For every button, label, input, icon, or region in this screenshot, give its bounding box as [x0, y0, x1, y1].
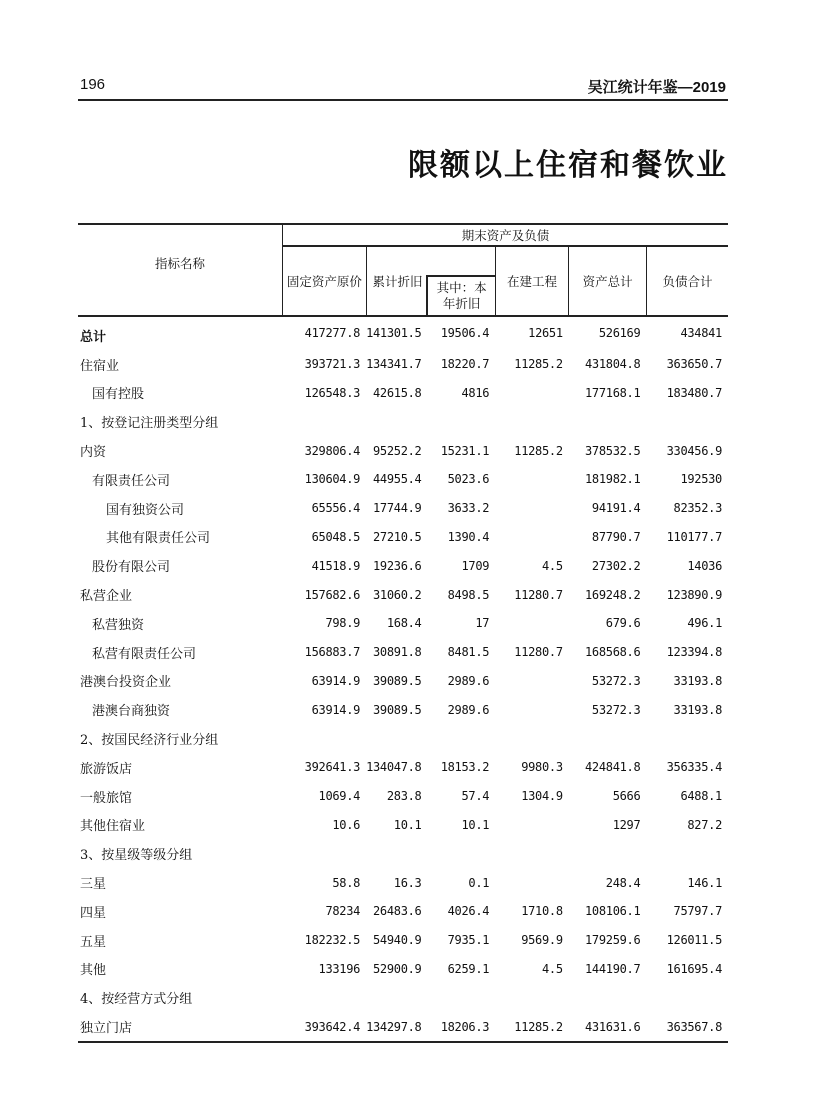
cell-fixed-assets: 393642.4 [283, 1012, 367, 1042]
col-header-accumulated-depreciation: 累计折旧 [366, 246, 427, 316]
table-row [78, 753, 728, 782]
table-row [78, 955, 728, 984]
cell-total-liabilities: 183480.7 [666, 385, 722, 400]
cell-construction-in-progress [495, 465, 569, 494]
cell-construction-in-progress [495, 839, 569, 868]
table-row [78, 316, 728, 350]
cell-fixed-assets: 41518.9 [311, 558, 361, 573]
row-label: 其他住宿业 [80, 819, 146, 835]
cell-fixed-assets: 65556.4 [311, 501, 361, 516]
cell-current-year-depreciation: 0.1 [468, 875, 490, 890]
table-row [78, 1012, 728, 1042]
cell-fixed-assets: 798.9 [325, 616, 361, 631]
col-header-spacer [427, 246, 495, 276]
cell-total-assets: 679.6 [605, 616, 641, 631]
cell-construction-in-progress [495, 609, 569, 638]
cell-current-year-depreciation: 17 [475, 616, 490, 631]
cell-accumulated-depreciation [366, 724, 427, 753]
cell-total-liabilities: 146.1 [687, 875, 722, 890]
row-header: 指标名称 [78, 224, 283, 316]
cell-fixed-assets: 157682.6 [304, 587, 361, 602]
cell-total-assets [569, 839, 647, 868]
cell-accumulated-depreciation: 31060.2 [373, 587, 422, 602]
table-row [78, 551, 728, 580]
table-row [78, 667, 728, 696]
cell-total-liabilities: 75797.7 [673, 904, 722, 919]
cell-construction-in-progress [495, 379, 569, 408]
cell-current-year-depreciation: 1709 [461, 558, 490, 573]
cell-total-liabilities [646, 983, 728, 1012]
cell-current-year-depreciation: 3633.2 [447, 501, 490, 516]
cell-fixed-assets [283, 983, 367, 1012]
row-label: 国有独资公司 [106, 502, 185, 518]
cell-current-year-depreciation: 6259.1 [447, 961, 490, 976]
cell-current-year-depreciation [427, 839, 495, 868]
page-number: 196 [80, 76, 106, 93]
cell-fixed-assets: 10.6 [332, 817, 361, 832]
cell-accumulated-depreciation: 52900.9 [373, 961, 422, 976]
row-label: 私营独资 [92, 617, 145, 633]
section-row [78, 983, 728, 1012]
row-label: 住宿业 [80, 358, 120, 374]
cell-current-year-depreciation [427, 983, 495, 1012]
cell-total-assets: 431804.8 [585, 357, 641, 372]
cell-construction-in-progress [495, 983, 569, 1012]
cell-total-assets: 108106.1 [585, 904, 641, 919]
cell-total-liabilities [646, 724, 728, 753]
cell-total-liabilities: 363650.7 [666, 357, 722, 372]
cell-construction-in-progress: 4.5 [541, 558, 563, 573]
cell-current-year-depreciation: 57.4 [461, 789, 490, 804]
cell-current-year-depreciation [427, 407, 495, 436]
section-row [78, 724, 728, 753]
table-row [78, 494, 728, 523]
row-label: 旅游饭店 [80, 761, 133, 777]
group-header: 期末资产及负债 [283, 224, 728, 246]
cell-construction-in-progress [495, 724, 569, 753]
cell-fixed-assets: 182232.5 [304, 933, 361, 948]
cell-total-assets: 248.4 [605, 875, 641, 890]
table-row [78, 379, 728, 408]
table-row [78, 350, 728, 379]
cell-total-assets: 424841.8 [585, 760, 641, 775]
row-label: 内资 [80, 445, 107, 461]
cell-fixed-assets: 78234 [325, 904, 361, 919]
cell-total-liabilities: 110177.7 [666, 529, 722, 544]
cell-total-liabilities: 33193.8 [673, 673, 722, 688]
cell-current-year-depreciation: 8481.5 [447, 645, 490, 660]
cell-construction-in-progress [495, 494, 569, 523]
cell-accumulated-depreciation: 26483.6 [373, 904, 422, 919]
table-row [78, 868, 728, 897]
cell-current-year-depreciation: 2989.6 [447, 702, 490, 717]
cell-accumulated-depreciation [366, 407, 427, 436]
cell-accumulated-depreciation: 141301.5 [366, 326, 422, 341]
cell-fixed-assets [283, 724, 367, 753]
table-row [78, 609, 728, 638]
table-row [78, 436, 728, 465]
cell-total-assets: 177168.1 [585, 385, 641, 400]
cell-total-assets: 27302.2 [591, 558, 641, 573]
section-label: 2、按国民经济行业分组 [80, 733, 219, 749]
cell-current-year-depreciation: 2989.6 [447, 673, 490, 688]
cell-current-year-depreciation: 8498.5 [447, 587, 490, 602]
cell-current-year-depreciation: 4816 [461, 385, 490, 400]
row-label: 总计 [80, 329, 107, 345]
cell-total-assets: 53272.3 [591, 673, 641, 688]
row-label: 有限责任公司 [92, 473, 171, 489]
cell-fixed-assets: 392641.3 [304, 760, 361, 775]
cell-current-year-depreciation: 1390.4 [447, 529, 490, 544]
table-row [78, 782, 728, 811]
cell-current-year-depreciation [427, 724, 495, 753]
cell-total-assets: 378532.5 [585, 443, 641, 458]
cell-fixed-assets: 65048.5 [311, 529, 361, 544]
cell-fixed-assets: 417277.8 [304, 326, 361, 341]
cell-total-assets [569, 983, 647, 1012]
cell-total-liabilities: 356335.4 [666, 760, 722, 775]
cell-accumulated-depreciation [366, 983, 427, 1012]
cell-total-liabilities [646, 407, 728, 436]
cell-construction-in-progress [495, 695, 569, 724]
cell-accumulated-depreciation: 42615.8 [373, 385, 422, 400]
cell-accumulated-depreciation: 168.4 [386, 616, 422, 631]
cell-total-assets: 431631.6 [569, 1012, 647, 1042]
cell-total-liabilities: 330456.9 [666, 443, 722, 458]
table-row [78, 811, 728, 840]
cell-total-liabilities: 123394.8 [666, 645, 722, 660]
table-row [78, 695, 728, 724]
table-row [78, 638, 728, 667]
cell-total-assets: 526169 [598, 326, 641, 341]
cell-current-year-depreciation: 15231.1 [440, 443, 490, 458]
cell-accumulated-depreciation: 283.8 [386, 789, 422, 804]
cell-total-liabilities: 14036 [687, 558, 722, 573]
col-header-total-assets: 资产总计 [569, 246, 647, 316]
cell-fixed-assets: 63914.9 [311, 702, 361, 717]
cell-total-assets: 1297 [612, 817, 641, 832]
cell-total-assets: 169248.2 [585, 587, 641, 602]
cell-construction-in-progress: 11285.2 [514, 443, 563, 458]
cell-accumulated-depreciation: 134297.8 [366, 1012, 427, 1042]
cell-fixed-assets: 156883.7 [304, 645, 361, 660]
col-header-current-year-depreciation [427, 276, 495, 316]
cell-accumulated-depreciation: 39089.5 [373, 702, 422, 717]
cell-total-liabilities: 6488.1 [680, 789, 722, 804]
section-row [78, 407, 728, 436]
cell-construction-in-progress: 1304.9 [521, 789, 563, 804]
cell-construction-in-progress: 9569.9 [521, 933, 563, 948]
cell-current-year-depreciation: 5023.6 [447, 472, 490, 487]
col-header-current-year-depreciation-line2: 年折旧 [442, 296, 481, 311]
section-row [78, 839, 728, 868]
cell-construction-in-progress: 9980.3 [521, 760, 563, 775]
col-header-fixed-assets: 固定资产原价 [283, 246, 367, 316]
row-label: 四星 [80, 905, 107, 921]
cell-accumulated-depreciation: 17744.9 [373, 501, 422, 516]
cell-accumulated-depreciation: 27210.5 [373, 529, 422, 544]
book-title: 吴江统计年鉴—2019 [587, 79, 726, 96]
cell-accumulated-depreciation: 134047.8 [366, 760, 422, 775]
row-label: 国有控股 [92, 387, 145, 403]
table-row [78, 580, 728, 609]
cell-construction-in-progress: 12651 [528, 326, 563, 341]
cell-total-assets: 168568.6 [585, 645, 641, 660]
section-label: 3、按星级等级分组 [80, 848, 193, 864]
cell-accumulated-depreciation: 30891.8 [373, 645, 422, 660]
cell-total-liabilities: 363567.8 [646, 1012, 728, 1042]
cell-total-assets: 94191.4 [591, 501, 641, 516]
cell-construction-in-progress [495, 811, 569, 840]
cell-accumulated-depreciation: 134341.7 [366, 357, 422, 372]
cell-current-year-depreciation: 10.1 [461, 817, 490, 832]
cell-construction-in-progress [495, 407, 569, 436]
cell-total-assets [569, 407, 647, 436]
cell-fixed-assets: 133196 [318, 961, 361, 976]
cell-construction-in-progress: 11280.7 [514, 587, 563, 602]
cell-accumulated-depreciation: 19236.6 [373, 558, 422, 573]
cell-fixed-assets [283, 839, 367, 868]
col-header-total-liabilities: 负债合计 [646, 246, 728, 316]
table-row [78, 465, 728, 494]
cell-accumulated-depreciation: 16.3 [393, 875, 422, 890]
section-label: 1、按登记注册类型分组 [80, 416, 219, 432]
cell-total-liabilities: 33193.8 [673, 702, 722, 717]
col-header-current-year-depreciation-line1: 其中：本 [436, 280, 487, 295]
cell-total-liabilities: 126011.5 [666, 933, 722, 948]
cell-accumulated-depreciation: 95252.2 [373, 443, 422, 458]
table-row [78, 897, 728, 926]
table-row [78, 926, 728, 955]
cell-fixed-assets: 58.8 [332, 875, 361, 890]
cell-total-liabilities: 123890.9 [666, 587, 722, 602]
cell-current-year-depreciation: 18206.3 [427, 1012, 495, 1042]
cell-construction-in-progress: 4.5 [541, 961, 563, 976]
row-label: 港澳台投资企业 [80, 675, 172, 691]
row-label: 一般旅馆 [80, 790, 133, 806]
cell-construction-in-progress: 11285.2 [514, 357, 563, 372]
cell-total-liabilities [646, 839, 728, 868]
cell-construction-in-progress [495, 868, 569, 897]
cell-total-assets [569, 724, 647, 753]
cell-fixed-assets [283, 407, 367, 436]
cell-total-liabilities: 827.2 [687, 817, 722, 832]
cell-current-year-depreciation: 7935.1 [447, 933, 490, 948]
cell-construction-in-progress: 11285.2 [495, 1012, 569, 1042]
cell-fixed-assets: 393721.3 [304, 357, 361, 372]
row-label: 五星 [80, 934, 107, 950]
header-rule [78, 99, 728, 101]
cell-total-assets: 181982.1 [585, 472, 641, 487]
row-label: 港澳台商独资 [92, 704, 171, 720]
cell-total-liabilities: 434841 [680, 326, 722, 341]
row-label: 私营有限责任公司 [92, 646, 197, 662]
cell-total-liabilities: 161695.4 [666, 961, 722, 976]
cell-fixed-assets: 126548.3 [304, 385, 361, 400]
col-header-construction: 在建工程 [495, 246, 569, 316]
cell-fixed-assets: 329806.4 [304, 443, 361, 458]
cell-total-assets: 53272.3 [591, 702, 641, 717]
row-label: 三星 [80, 877, 107, 893]
cell-construction-in-progress: 1710.8 [521, 904, 563, 919]
cell-total-assets: 5666 [612, 789, 641, 804]
cell-total-liabilities: 82352.3 [673, 501, 722, 516]
cell-total-assets: 144190.7 [585, 961, 641, 976]
cell-fixed-assets: 130604.9 [304, 472, 361, 487]
section-label: 4、按经营方式分组 [80, 992, 193, 1008]
cell-current-year-depreciation: 4026.4 [447, 904, 490, 919]
cell-construction-in-progress [495, 667, 569, 696]
cell-total-assets: 87790.7 [591, 529, 641, 544]
cell-fixed-assets: 1069.4 [318, 789, 361, 804]
row-label: 私营企业 [80, 589, 133, 605]
cell-current-year-depreciation: 18220.7 [440, 357, 490, 372]
cell-total-liabilities: 192530 [680, 472, 722, 487]
cell-accumulated-depreciation: 44955.4 [373, 472, 422, 487]
cell-accumulated-depreciation: 39089.5 [373, 673, 422, 688]
row-label: 其他 [80, 963, 107, 979]
page-title: 限额以上住宿和餐饮业 [408, 148, 728, 183]
cell-fixed-assets: 63914.9 [311, 673, 361, 688]
cell-construction-in-progress: 11280.7 [514, 645, 563, 660]
cell-accumulated-depreciation: 10.1 [393, 817, 422, 832]
table-row [78, 523, 728, 552]
statistics-table [78, 223, 728, 1043]
cell-current-year-depreciation: 18153.2 [440, 760, 490, 775]
row-label: 股份有限公司 [92, 560, 171, 576]
row-label: 其他有限责任公司 [106, 531, 211, 547]
row-label: 独立门店 [78, 1012, 283, 1042]
cell-current-year-depreciation: 19506.4 [440, 326, 490, 341]
cell-total-assets: 179259.6 [585, 933, 641, 948]
cell-construction-in-progress [495, 523, 569, 552]
cell-accumulated-depreciation [366, 839, 427, 868]
cell-accumulated-depreciation: 54940.9 [373, 933, 422, 948]
cell-total-liabilities: 496.1 [687, 616, 722, 631]
